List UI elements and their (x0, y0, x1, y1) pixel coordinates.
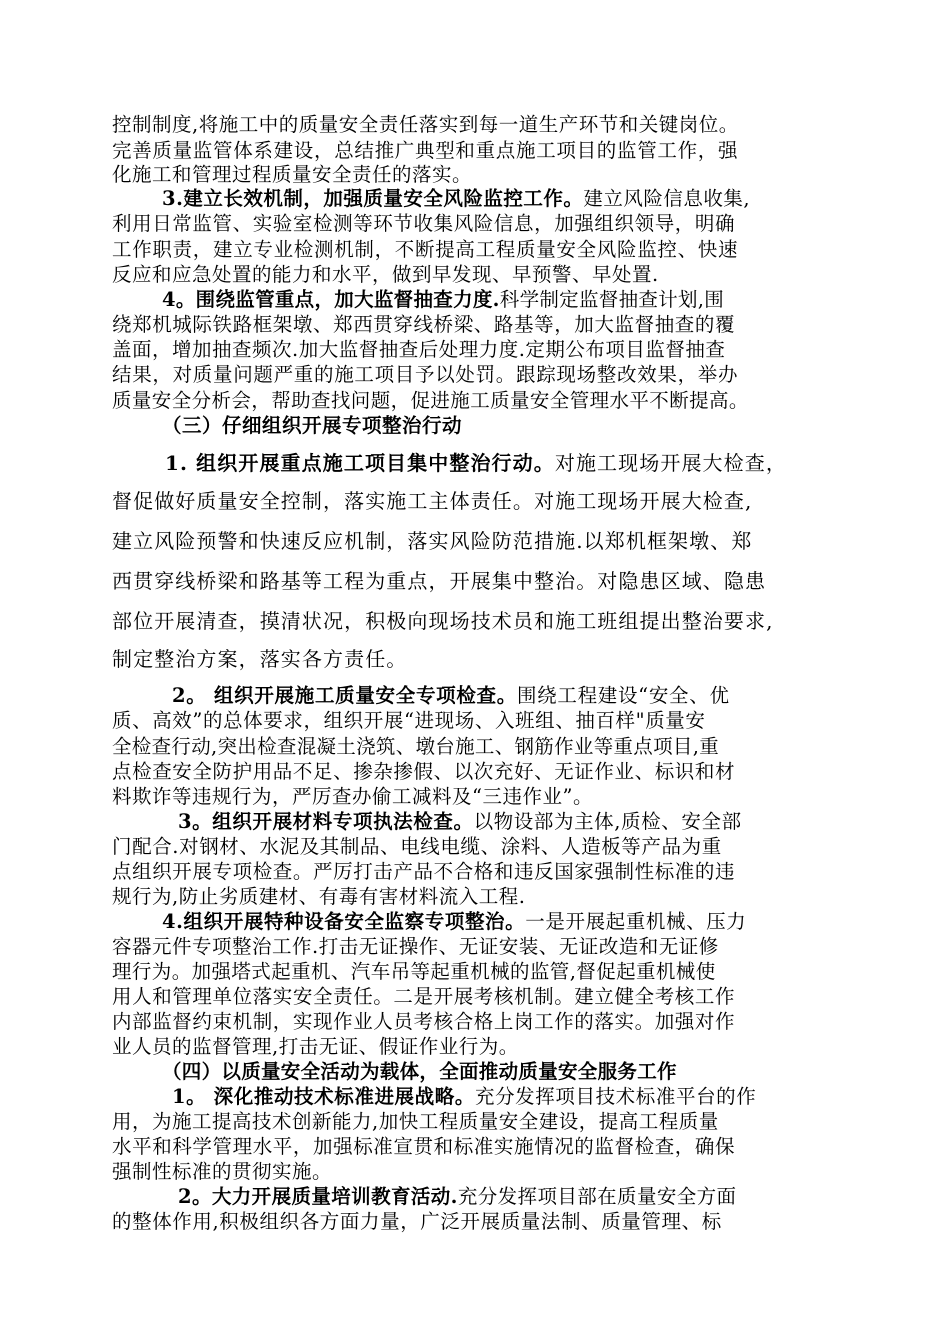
body-text-line: 理行为。加强塔式起重机、汽车吊等起重机械的监管,督促起重机械使 (112, 960, 716, 983)
body-text-line: 2。 组织开展施工质量安全专项检查。围绕工程建设“安全、优 (172, 684, 730, 707)
body-text-line: 的整体作用,积极组织各方面力量，广泛开展质量法制、质量管理、标 (112, 1210, 722, 1233)
body-text-line: 化施工和管理过程质量安全责任的落实。 (112, 163, 473, 186)
body-text-line: 4.组织开展特种设备安全监察专项整治。一是开展起重机械、压力 (162, 910, 747, 933)
body-text-line: 结果，对质量问题严重的施工项目予以处罚。跟踪现场整改效果，举办 (112, 363, 739, 386)
body-text-line: 用人和管理单位落实安全责任。二是开展考核机制。建立健全考核工作 (112, 985, 736, 1008)
body-text-line: 全检查行动,突出检查混凝土浇筑、墩台施工、钢筋作业等重点项目,重 (112, 735, 719, 758)
body-text-line: 反应和应急处置的能力和水平，做到早发现、早预警、早处置. (112, 263, 659, 286)
body-text-line: 利用日常监管、实验室检测等环节收集风险信息，加强组织领导，明确 (112, 212, 736, 235)
body-text-line: 3.建立长效机制，加强质量安全风险监控工作。建立风险信息收集, (162, 187, 751, 210)
item-heading: 4.组织开展特种设备安全监察专项整治。 (162, 910, 526, 933)
section-heading: （四）以质量安全活动为载体，全面推动质量安全服务工作 (162, 1060, 677, 1083)
body-text-line: 2。大力开展质量培训教育活动.充分发挥项目部在质量安全方面 (178, 1185, 737, 1208)
body-text-line: 水平和科学管理水平，加强标准宣贯和标准实施情况的监督检查，确保 (112, 1135, 736, 1158)
body-text-line: 质量安全分析会，帮助查找问题，促进施工质量安全管理水平不断提高。 (112, 389, 749, 412)
body-text-line: 门配合.对钢材、水泥及其制品、电线电缆、涂料、人造板等产品为重 (112, 835, 722, 858)
body-text-line: 1. 组织开展重点施工项目集中整治行动。对施工现场开展大检查， (165, 451, 787, 475)
item-heading: 3.建立长效机制，加强质量安全风险监控工作。 (162, 187, 584, 210)
body-text-line: 建立风险预警和快速反应机制，落实风险防范措施.以郑机框架墩、郑 (112, 529, 753, 553)
body-text-line: 1。 深化推动技术标准进展战略。充分发挥项目技术标准平台的作 (172, 1085, 757, 1108)
body-text-line: 控制制度,将施工中的质量安全责任落实到每一道生产环节和关键岗位。 (112, 113, 739, 136)
body-text-line: 3。组织开展材料专项执法检查。以物设部为主体,质检、安全部 (178, 810, 742, 833)
body-text-line: 西贯穿线桥梁和路基等工程为重点，开展集中整治。对隐患区域、隐患 (112, 569, 767, 593)
body-text-line: 业人员的监督管理,打击无证、假证作业行为。 (112, 1035, 519, 1058)
item-heading: 3。组织开展材料专项执法检查。 (178, 810, 474, 833)
body-text-line: 部位开展清查，摸清状况，积极向现场技术员和施工班组提出整治要求, (112, 609, 774, 633)
body-text-line: 完善质量监管体系建设，总结推广典型和重点施工项目的监管工作，强 (112, 139, 739, 162)
body-text-line: 强制性标准的贯彻实施。 (112, 1160, 333, 1183)
body-text-line: 规行为,防止劣质建材、有毒有害材料流入工程. (112, 885, 526, 908)
body-text-line: 点组织开展专项检查。严厉打击产品不合格和违反国家强制性标准的违 (112, 860, 736, 883)
body-text-line: 督促做好质量安全控制，落实施工主体责任。对施工现场开展大检查, (112, 489, 753, 513)
body-text-line: 内部监督约束机制，实现作业人员考核合格上岗工作的落实。加强对作 (112, 1010, 736, 1033)
item-heading: 1. 组织开展重点施工项目集中整治行动。 (165, 451, 555, 475)
item-heading: 4。围绕监管重点，加大监督抽查力度. (162, 288, 500, 311)
body-text-line: 盖面，增加抽查频次.加大监督抽查后处理力度.定期公布项目监督抽查 (112, 338, 726, 361)
body-text-line: 制定整治方案，落实各方责任。 (112, 647, 408, 671)
item-heading: 2。 组织开展施工质量安全专项检查。 (172, 684, 517, 707)
body-text-line: 绕郑机城际铁路框架墩、郑西贯穿线桥梁、路基等，加大监督抽查的覆 (112, 313, 736, 336)
body-text-line: 质、高效”的总体要求，组织开展“进现场、入班组、抽百样"质量安 (112, 709, 706, 732)
body-text-line: 点检查安全防护用品不足、掺杂掺假、以次充好、无证作业、标识和材 (112, 760, 736, 783)
body-text-line: 容器元件专项整治工作.打击无证操作、无证安装、无证改造和无证修 (112, 935, 719, 958)
body-text-line: 工作职责，建立专业检测机制，不断提高工程质量安全风险监控、快速 (112, 238, 739, 261)
body-text-line: 用，为施工提高技术创新能力,加快工程质量安全建设，提高工程质量 (112, 1110, 719, 1133)
section-heading: （三）仔细组织开展专项整治行动 (162, 414, 463, 437)
item-heading: 1。 深化推动技术标准进展战略。 (172, 1085, 475, 1108)
item-heading: 2。大力开展质量培训教育活动. (178, 1185, 458, 1208)
body-text-line: 4。围绕监管重点，加大监督抽查力度.科学制定监督抽查计划,围 (162, 288, 725, 311)
body-text-line: 料欺诈等违规行为，严厉查办偷工减料及“三违作业”。 (112, 785, 593, 808)
